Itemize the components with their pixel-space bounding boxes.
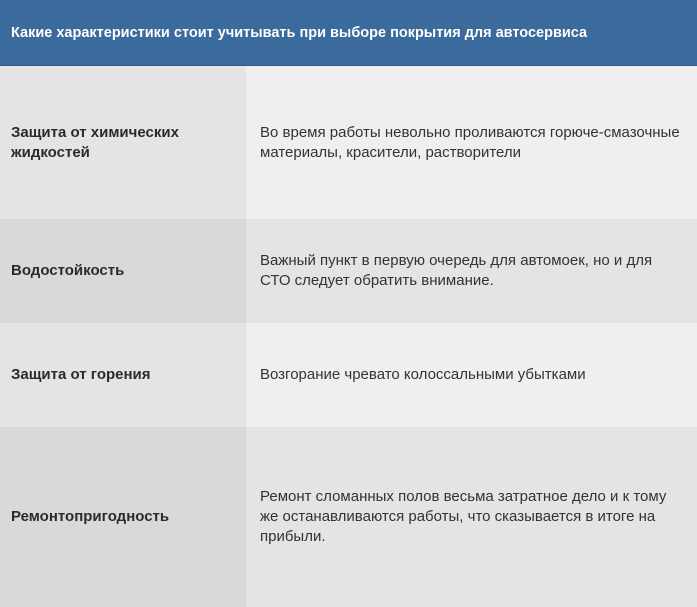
characteristic-cell: Защита от химических жидкостей — [0, 66, 246, 219]
description-cell: Во время работы невольно проливаются горюче-смазочные материалы, красители, растворители — [246, 66, 697, 219]
table-row — [0, 66, 697, 219]
description-cell: Ремонт сломанных полов весьма затратное дело и к тому же останавливаются работы, что сказывается в итоге на прибыли. — [246, 427, 697, 607]
description-cell: Важный пункт в первую очередь для автомоек, но и для СТО следует обратить внимание. — [246, 219, 697, 323]
table-title: Какие характеристики стоит учитывать при выборе покрытия для автосервиса — [0, 0, 697, 66]
description-cell: Возгорание чревато колоссальными убытками — [246, 323, 697, 427]
characteristic-cell: Защита от горения — [0, 323, 246, 427]
characteristic-cell: Ремонтопригодность — [0, 427, 246, 607]
table-row — [0, 219, 697, 323]
characteristic-cell: Водостойкость — [0, 219, 246, 323]
table-row — [0, 323, 697, 427]
table-row — [0, 427, 697, 607]
